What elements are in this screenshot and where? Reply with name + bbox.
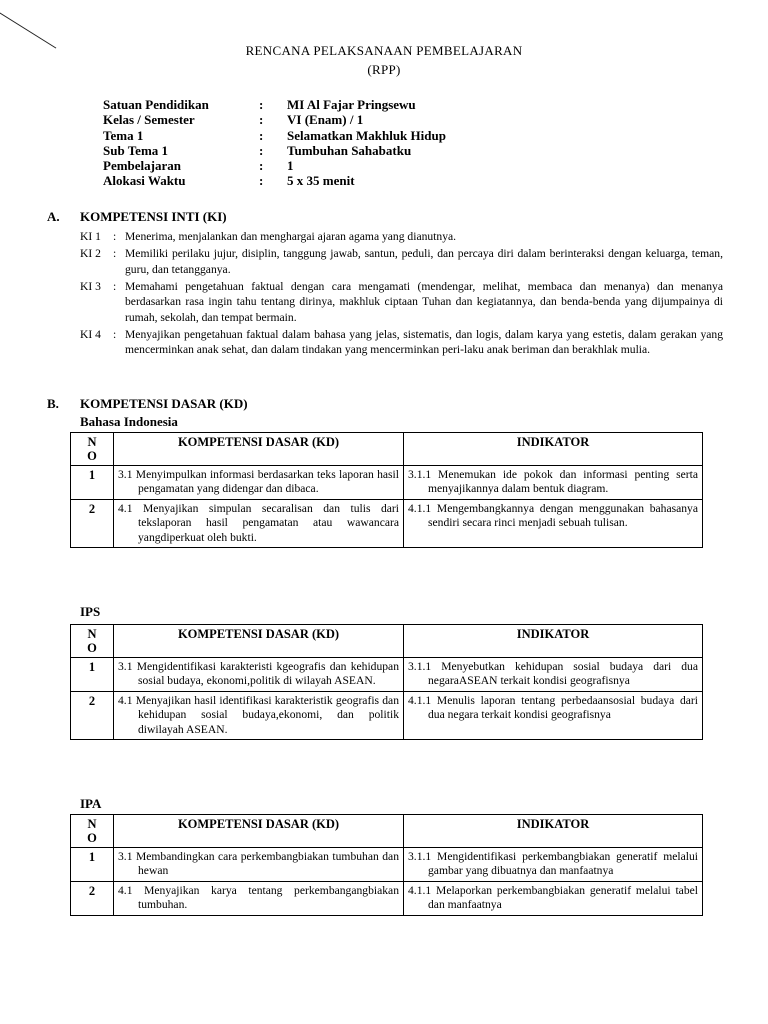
identity-value: Tumbuhan Sahabatku xyxy=(287,142,412,158)
indikator-cell xyxy=(404,658,703,692)
ki-item xyxy=(80,279,723,326)
identity-colon: : xyxy=(259,127,264,143)
table-header-row xyxy=(71,625,703,658)
identity-colon: : xyxy=(259,158,264,174)
kd-table-bahasa-indonesia xyxy=(70,432,703,548)
ki-code: KI 2 xyxy=(80,246,101,260)
identity-value: 1 xyxy=(287,158,294,174)
identity-row xyxy=(103,97,587,112)
column-header-indikator: INDIKATOR xyxy=(404,625,703,658)
identity-value: VI (Enam) / 1 xyxy=(287,112,364,128)
section-b-title: KOMPETENSI DASAR (KD) xyxy=(80,396,248,411)
table-row xyxy=(71,499,703,547)
kd-cell xyxy=(114,691,404,739)
kd-cell xyxy=(114,848,404,882)
indikator-text: 3.1.1 Menemukan ide pokok dan informasi penting serta menyajikannya dalam bentuk diagram. xyxy=(408,468,698,496)
table-header-row xyxy=(71,815,703,848)
subject-label-ipa: IPA xyxy=(80,796,102,811)
identity-label: Alokasi Waktu xyxy=(103,173,186,189)
ki-colon: : xyxy=(113,246,117,260)
ki-list xyxy=(80,229,723,359)
identity-row xyxy=(103,128,587,143)
row-number: 1 xyxy=(71,658,114,692)
indikator-text: 4.1.1 Melaporkan perkembangbiakan generatif melalui tabel dan manfaatnya xyxy=(408,883,698,912)
identity-row xyxy=(103,173,587,188)
indikator-text: 4.1.1 Menulis laporan tentang perbedaansosial budaya dari dua negara terkait kondisi geografisnya xyxy=(408,693,698,722)
kd-table-ipa xyxy=(70,814,703,916)
ki-colon: : xyxy=(113,230,117,243)
row-number: 2 xyxy=(71,881,114,915)
indikator-text: 3.1.1 Mengidentifikasi perkembangbiakan generatif melalui gambar yang dibuatnya dan manfaatnya xyxy=(408,850,698,878)
section-a-title: KOMPETENSI INTI (KI) xyxy=(80,209,227,224)
row-number: 2 xyxy=(71,691,114,739)
identity-row xyxy=(103,112,587,127)
kd-table-ips xyxy=(70,624,703,740)
kd-cell xyxy=(114,658,404,692)
ki-colon: : xyxy=(113,327,117,341)
identity-colon: : xyxy=(259,173,264,189)
identity-label: Satuan Pendidikan xyxy=(103,97,209,112)
kd-text: 3.1 Membandingkan cara perkembangbiakan tumbuhan dan hewan xyxy=(118,850,399,878)
row-number: 1 xyxy=(71,466,114,500)
column-header-kd: KOMPETENSI DASAR (KD) xyxy=(114,433,404,466)
column-header-no: N O xyxy=(71,625,114,658)
column-header-kd: KOMPETENSI DASAR (KD) xyxy=(114,815,404,848)
indikator-cell xyxy=(404,848,703,882)
document-title: RENCANA PELAKSANAAN PEMBELAJARAN xyxy=(245,43,523,58)
indikator-cell xyxy=(404,499,703,547)
kd-text: 3.1 Menyimpulkan informasi berdasarkan teks laporan hasil pengamatan yang didengar dan dibaca. xyxy=(118,468,399,496)
column-header-indikator: INDIKATOR xyxy=(404,433,703,466)
indikator-cell xyxy=(404,691,703,739)
row-number: 1 xyxy=(71,848,114,882)
identity-label: Sub Tema 1 xyxy=(103,142,169,158)
identity-row xyxy=(103,143,587,158)
corner-fold-line xyxy=(0,0,56,49)
ki-item xyxy=(80,246,723,277)
subject-label-bahasa-indonesia: Bahasa Indonesia xyxy=(80,414,178,429)
kd-text: 3.1 Mengidentifikasi karakteristi kgeografis dan kehidupan sosial budaya, ekonomi,politik di wilayah ASEAN. xyxy=(118,660,399,688)
table-row xyxy=(71,466,703,500)
ki-code: KI 1 xyxy=(80,230,101,243)
subject-label-ips: IPS xyxy=(80,604,101,619)
indikator-cell xyxy=(404,466,703,500)
document-subtitle: (RPP) xyxy=(367,62,401,77)
ki-code: KI 4 xyxy=(80,327,101,341)
identity-value: 5 x 35 menit xyxy=(287,173,355,189)
column-header-no: N O xyxy=(71,815,114,848)
section-b-letter: B. xyxy=(47,396,59,411)
ki-item xyxy=(80,229,723,245)
ki-text: Menerima, menjalankan dan menghargai ajaran agama yang dianutnya. xyxy=(125,230,457,243)
table-row xyxy=(71,691,703,739)
table-header-row xyxy=(71,433,703,466)
column-header-indikator: INDIKATOR xyxy=(404,815,703,848)
kd-cell xyxy=(114,881,404,915)
column-header-kd: KOMPETENSI DASAR (KD) xyxy=(114,625,404,658)
identity-block xyxy=(103,97,587,189)
identity-row xyxy=(103,158,587,173)
identity-label: Kelas / Semester xyxy=(103,112,195,128)
kd-cell xyxy=(114,466,404,500)
ki-colon: : xyxy=(113,279,117,293)
kd-text: 4.1 Menyajikan hasil identifikasi karakteristik geografis dan kehidupan sosial budaya,ekonomi, dan politik diwilayah ASEAN. xyxy=(118,693,399,736)
kd-cell xyxy=(114,499,404,547)
indikator-cell xyxy=(404,881,703,915)
kd-text: 4.1 Menyajikan karya tentang perkembangangbiakan tumbuhan. xyxy=(118,883,399,912)
identity-label: Pembelajaran xyxy=(103,158,181,174)
indikator-text: 3.1.1 Menyebutkan kehidupan sosial budaya dari dua negaraASEAN terkait kondisi geografisnya xyxy=(408,660,698,688)
table-row xyxy=(71,658,703,692)
table-row xyxy=(71,881,703,915)
identity-label: Tema 1 xyxy=(103,127,144,143)
ki-item xyxy=(80,327,723,358)
identity-colon: : xyxy=(259,112,264,128)
ki-text: Memiliki perilaku jujur, disiplin, tanggung jawab, santun, peduli, dan percaya diri dalam berinteraksi dengan keluarga, teman, guru, dan tetangganya. xyxy=(125,246,723,276)
column-header-no: N O xyxy=(71,433,114,466)
row-number: 2 xyxy=(71,499,114,547)
identity-value: MI Al Fajar Pringsewu xyxy=(287,97,416,112)
ki-code: KI 3 xyxy=(80,279,101,293)
indikator-text: 4.1.1 Mengembangkannya dengan menggunakan bahasanya sendiri secara rinci menjadi sebuah tulisan. xyxy=(408,501,698,530)
identity-colon: : xyxy=(259,97,264,112)
section-a-letter: A. xyxy=(47,209,60,224)
kd-text: 4.1 Menyajikan simpulan secaralisan dan tulis dari tekslaporan hasil pengamatan atau wawancara yangdiperkuat oleh bukti. xyxy=(118,501,399,544)
table-row xyxy=(71,848,703,882)
identity-colon: : xyxy=(259,142,264,158)
ki-text: Menyajikan pengetahuan faktual dalam bahasa yang jelas, sistematis, dan logis, dalam karya yang estetis, dalam gerakan yang mencerminkan anak sehat, dan dalam tindakan yang mencerminkan peri-laku anak beriman dan berakhlak mulia. xyxy=(125,327,723,357)
identity-value: Selamatkan Makhluk Hidup xyxy=(287,127,446,143)
ki-text: Memahami pengetahuan faktual dengan cara mengamati (mendengar, melihat, membaca dan menanya) dan menanya berdasarkan rasa ingin tahu tentang dirinya, makhluk ciptaan Tuhan dan kegiatannya, dan benda-benda yang dijumpainya di rumah, sekolah, dan tempat bermain. xyxy=(125,279,723,324)
